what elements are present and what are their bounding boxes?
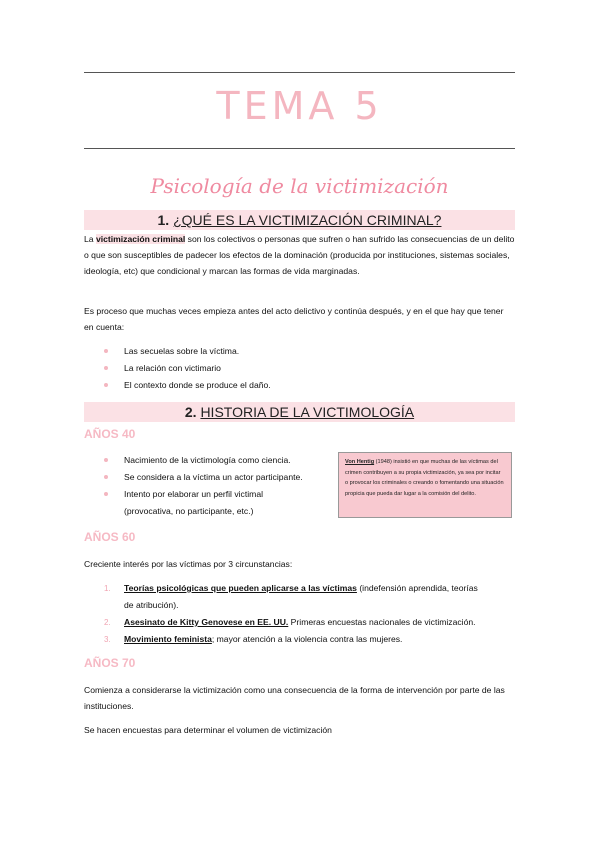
considerations-list — [104, 343, 271, 394]
list-item-text-continuation: de atribución). — [124, 600, 179, 610]
title-rule — [84, 148, 515, 149]
list-item — [104, 614, 478, 631]
list-number: 1. — [104, 584, 111, 593]
list-item — [104, 469, 303, 486]
year-heading-40: AÑOS 40 — [84, 427, 136, 441]
list-item-text: Primeras encuestas nacionales de victimización. — [288, 617, 476, 627]
process-paragraph: Es proceso que muchas veces empieza antes del acto delictivo y continúa después, y en el que hay que tener en cuenta: — [84, 306, 504, 332]
year-heading-70: AÑOS 70 — [84, 656, 136, 670]
bullet-icon — [104, 383, 108, 387]
list-item-text: Se considera a la víctima un actor participante. — [124, 472, 303, 482]
list-item-text: ; mayor atención a la violencia contra las mujeres. — [211, 634, 403, 644]
bullet-icon — [104, 349, 108, 353]
section-1-number: 1. — [157, 212, 170, 228]
list-item — [104, 360, 271, 377]
list-item-continuation — [104, 503, 303, 520]
years-60-list — [104, 580, 478, 648]
list-item-text: El contexto donde se produce el daño. — [124, 380, 271, 390]
highlight-term: victimización criminal — [95, 234, 186, 244]
list-item-text: Intento por elaborar un perfil victimal — [124, 489, 264, 499]
years-70-paragraph-2: Se hacen encuestas para determinar el volumen de victimización — [84, 725, 332, 735]
chapter-title: TEMA 5 — [216, 84, 383, 128]
list-item — [104, 486, 303, 503]
side-note-box — [338, 452, 512, 518]
list-item-bold: Teorías psicológicas que pueden aplicarse a las víctimas — [124, 583, 357, 593]
bullet-icon — [104, 492, 108, 496]
years-70-paragraph-1: Comienza a considerarse la victimización como una consecuencia de la forma de intervención por parte de las instituciones. — [84, 685, 505, 711]
list-item — [104, 343, 271, 360]
section-2-heading — [84, 402, 515, 422]
year-heading-60: AÑOS 60 — [84, 530, 136, 544]
section-1-title: ¿QUÉ ES LA VICTIMIZACIÓN CRIMINAL? — [173, 212, 442, 228]
bullet-icon — [104, 366, 108, 370]
definition-text: son los colectivos o personas que sufren o han sufrido las consecuencias de un delito o que son susceptibles de padecer los efectos de la dominación (producida por instituciones, sistemas sociales, ideología, etc) que condicional y marcan las formas de vida marginadas. — [84, 234, 515, 276]
list-item-text: La relación con victimario — [124, 363, 221, 373]
note-author: Von Hentig — [345, 459, 375, 465]
list-item-text: (provocativa, no participante, etc.) — [124, 506, 254, 516]
section-2-title: HISTORIA DE LA VICTIMOLOGÍA — [200, 404, 415, 420]
years-60-intro: Creciente interés por las víctimas por 3 circunstancias: — [84, 559, 293, 569]
section-2-number: 2. — [184, 404, 197, 420]
list-item-bold: Asesinato de Kitty Genovese en EE. UU. — [124, 617, 289, 627]
definition-prefix: La — [84, 234, 96, 244]
bullet-icon — [104, 475, 108, 479]
list-item — [104, 377, 271, 394]
bullet-icon — [104, 458, 108, 462]
list-item — [104, 631, 478, 648]
list-item-bold: Movimiento feminista — [124, 634, 212, 644]
top-rule — [84, 72, 515, 73]
list-item-text: Las secuelas sobre la víctima. — [124, 346, 240, 356]
note-text: (1948) insistió en que muchas de las víctimas del crimen contribuyen a su propia victimización, ya sea por incitar o provocar los criminales o creando o fomentando una situación propicia que pueda dar lugar a la comisión del delito. — [345, 459, 504, 497]
definition-paragraph — [84, 231, 515, 279]
list-number: 3. — [104, 635, 111, 644]
list-number: 2. — [104, 618, 111, 627]
list-item — [104, 452, 303, 469]
years-40-list — [104, 452, 303, 520]
list-item — [104, 580, 478, 614]
list-item-text: Nacimiento de la victimología como ciencia. — [124, 455, 291, 465]
list-item-text: (indefensión aprendida, teorías — [356, 583, 478, 593]
document-subtitle: Psicología de la victimización — [150, 174, 449, 198]
section-1-heading — [84, 210, 515, 230]
